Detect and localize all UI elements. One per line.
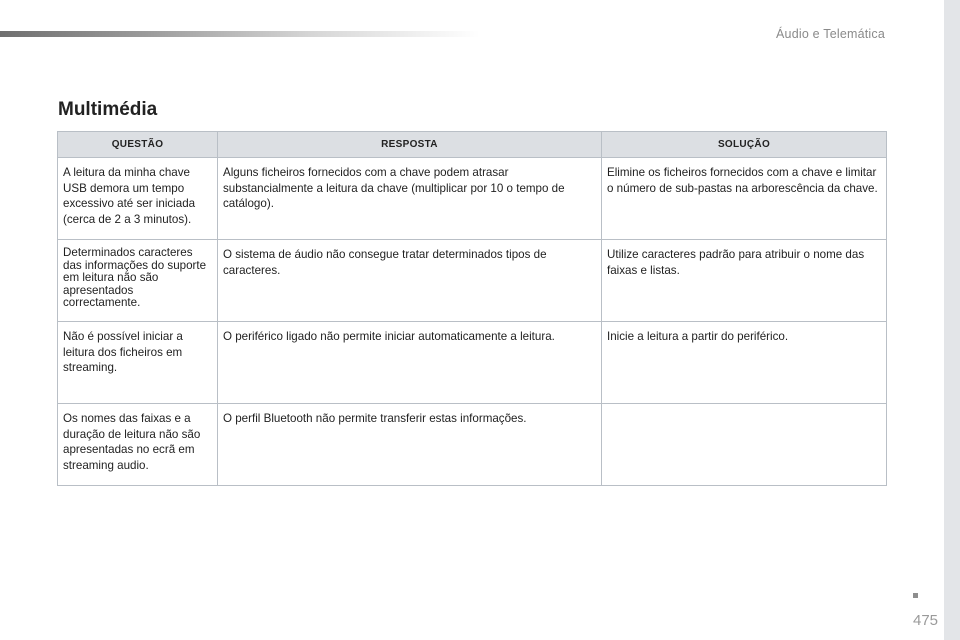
column-header-answer: RESPOSTA: [218, 132, 602, 158]
answer-cell: O sistema de áudio não consegue tratar determinados tipos de caracteres.: [218, 240, 602, 322]
table-row: [58, 404, 887, 486]
page-number: 475: [913, 612, 939, 629]
header-decorative-bar: [0, 31, 480, 37]
answer-cell: Alguns ficheiros fornecidos com a chave podem atrasar substancialmente a leitura da chave (multiplicar por 10 o tempo de catálogo).: [218, 158, 602, 240]
solution-cell: Elimine os ficheiros fornecidos com a chave e limitar o número de sub-pastas na arborescência da chave.: [602, 158, 887, 240]
faq-table: [57, 131, 887, 486]
table-row: [58, 240, 887, 322]
table-row: [58, 158, 887, 240]
question-cell: Determinados caracteres das informações do suporte em leitura não são apresentados correctamente.: [58, 240, 218, 322]
page-marker-dot: [913, 593, 918, 598]
table-header-row: [58, 132, 887, 158]
section-header: Áudio e Telemática: [776, 27, 885, 41]
answer-cell: O perfil Bluetooth não permite transferir estas informações.: [218, 404, 602, 486]
question-cell: A leitura da minha chave USB demora um tempo excessivo até ser iniciada (cerca de 2 a 3 minutos).: [58, 158, 218, 240]
solution-cell: Utilize caracteres padrão para atribuir o nome das faixas e listas.: [602, 240, 887, 322]
table-row: [58, 322, 887, 404]
column-header-question: QUESTÃO: [58, 132, 218, 158]
solution-cell: [602, 404, 887, 486]
question-cell: Não é possível iniciar a leitura dos ficheiros em streaming.: [58, 322, 218, 404]
column-header-solution: SOLUÇÃO: [602, 132, 887, 158]
page-title: Multimédia: [58, 99, 158, 120]
answer-cell: O periférico ligado não permite iniciar automaticamente a leitura.: [218, 322, 602, 404]
question-cell: Os nomes das faixas e a duração de leitura não são apresentadas no ecrã em streaming audio.: [58, 404, 218, 486]
page-edge-strip: [944, 0, 960, 640]
solution-cell: Inicie a leitura a partir do periférico.: [602, 322, 887, 404]
